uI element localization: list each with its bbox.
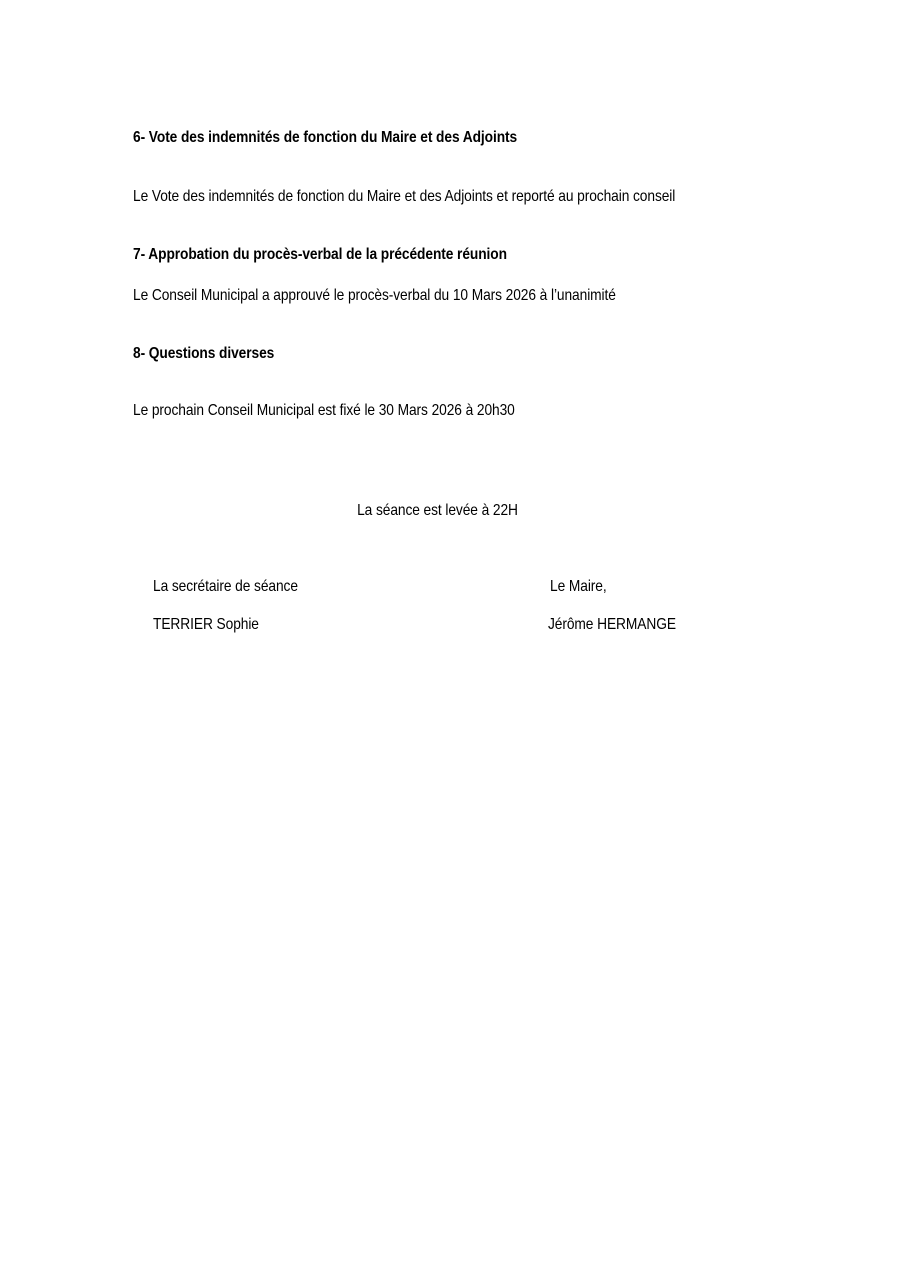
section-7-body: Le Conseil Municipal a approuvé le procès-verbal du 10 Mars 2026 à l’unanimité [133,287,616,304]
mayor-title: Le Maire, [550,578,607,595]
section-6-heading: 6- Vote des indemnités de fonction du Maire et des Adjoints [133,129,518,146]
secretary-name: TERRIER Sophie [153,616,259,633]
section-8-body: Le prochain Conseil Municipal est fixé le 30 Mars 2026 à 20h30 [133,402,515,419]
closing-statement: La séance est levée à 22H [357,502,518,519]
section-6-body: Le Vote des indemnités de fonction du Maire et des Adjoints et reporté au prochain conseil [133,188,676,205]
section-7-heading: 7- Approbation du procès-verbal de la précédente réunion [133,246,507,263]
section-8-heading: 8- Questions diverses [133,345,275,362]
closing-line-wrapper [0,501,875,521]
secretary-title: La secrétaire de séance [153,578,298,595]
mayor-name: Jérôme HERMANGE [548,616,676,633]
